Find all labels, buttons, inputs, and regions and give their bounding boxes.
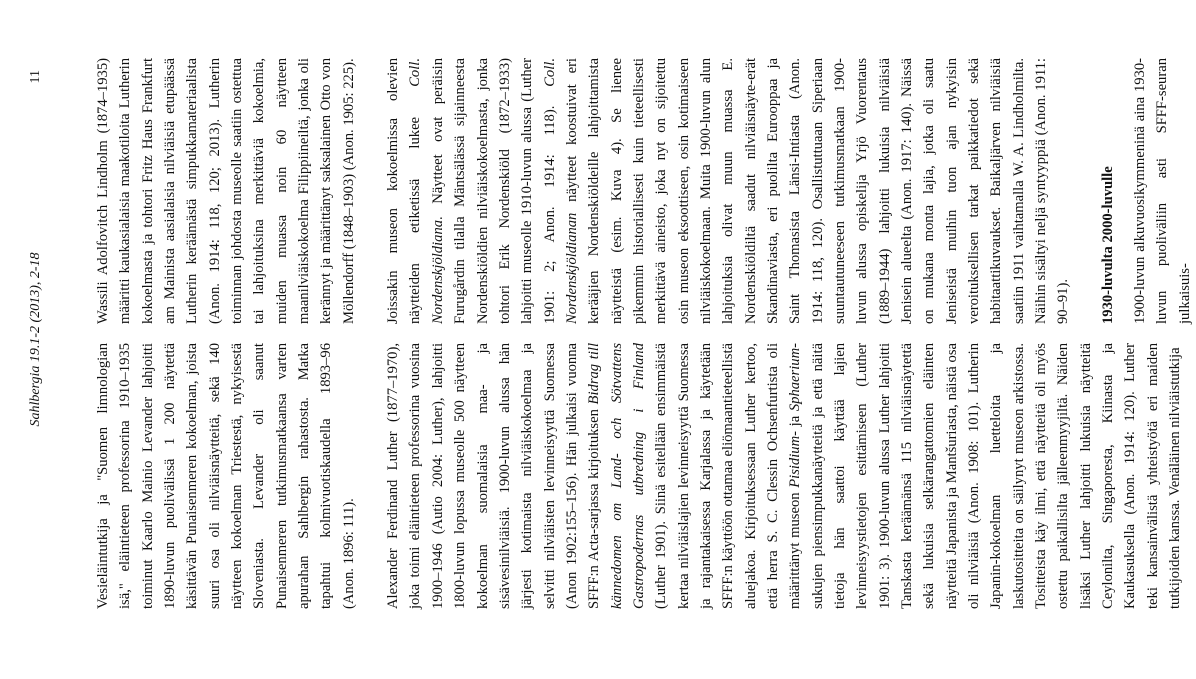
paragraph-lindholm: Wassili Adolfovitch Lindholm (1874–1935) määritti kaukasialaisia maakotiloita Lutherin kokoelmasta ja tohtori Fritz Haus Frankfurt am Mainista aasialaisia nilviäisiä etupäässä Lutherin keräämästä simpukkamateriaalista (Anon. 1914: 118, 120; 2013). Lutherin toiminnan johdosta museolle saatiin ostettua tai lahjoituksina merkittäviä kokoelmia, muiden muassa noin 60 näytteen maanilviäiskokoelma Filippiineiltä, jonka oli kerännyt ja määrittänyt saksalainen Otto von Möllendorff (1848–1903) (Anon. 1905: 225). [95,58,357,324]
publication-title: Bidrag till kännedomen om Land- och Sötvattens Gastropodernas utbredning i Finland [586,343,647,609]
paragraph-luther-part-4: -sukujen piensimpukkanäytteitä ja että näitä tietoja hän saattoi käyttää lajien levinneisyystietojen esittämiseen (Luther 1901: 3). 1900-luvun alussa Luther lahjoitti Tanskasta keräämänsä 115 nilviäisnäytettä sekä lukuisia selkärangattomien eläinten näytteitä Japanista ja Mantšuriasta, näistä osa oli nilviäisiä (Anon. 1908: 101). Lutherin Japanin-kokoelman luetteloita ja laskutositteita on säilynyt museon arkistossa. Tositteista käy ilmi, että näytteitä oli myös ostettu paikallisilta jälleenmyyjiltä. Näiden lisäksi Luther lahjoitti lukuisia näytteitä Ceylonilta, Singaporesta, Kiinasta ja Kaukasuksella (Anon. 1914: 120). Luther teki kansainvälistä yhteistyötä eri maiden tutkijoiden kanssa. Venäläinen nilviäistutkija [787,343,1184,609]
paragraph-nordenskiold-part-3: näytteet koostuivat eri kerääjien Nordenskiöldeille lahjoittamista näytteistä (esim. Kuva 4). Se lienee pikemmin historiallisesti kuin tieteellisesti merkittävä aineisto, joka nyt on sijoitettu osin museon eksoottiseen, osin kotimaiseen nilviäiskokoelmaan. Muita 1900-luvun alun lahjoituksia olivat muun muassa E. Nordenskiöldiltä saadut nilviäisnäyte-erät Skandinaviasta, eri puolilta Eurooppaa ja Saint Thomasista Länsi-Intiasta (Anon. 1914: 118, 120). Osallistuttuaan Siperiaan suuntautuneeseen tutkimusmatkaan 1900-luvun alussa opiskelija Yrjö Vuorentaus (1889–1944) lahjoitti lukuisia nilviäisiä Jenisein alueelta (Anon. 1917: 140). Näissä on mukana monta lajia, jotka oli saatu Jeniseistä muihin tuon ajan nykyisin veroituksellisen tarkat paikkatiedot sekä habitaattikuvaukset. Baikaljärven nilviäisiä saatiin 1911 vaihtamalla W. A. Lindholmilta. Näihin sisältyi neljä syntyyppiä (Anon. 1911: 90–91). [563,58,1072,324]
paragraph-nordenskiold-part-1: Joissakin museon kokoelmissa olevien näytteiden etiketissä lukee [385,58,424,324]
right-column [92,58,1196,324]
section-heading: 1930-luvulta 2000-luvulle [1099,166,1116,324]
running-head: Sahlbergia 19.1-2 (2013), 2-18 [28,252,43,427]
paragraph-levander: Vesieläintutkija ja "Suomen limnologian isä," eläintieteen professorina 1910–1935 toiminut Kaarlo Mainio Levander lahjoitti 1890-luvun puolivälissä 1 200 näytettä käsittävän Punaisenmeren kokoelman, joista suuri osa oli nilviäisnäytteitä, sekä 140 näytteen kokoelman Triestestä, nykyisestä Sloveniasta. Levander oli saanut Punaisenmeren tutkimusmatkaansa varten apurahan Sahlbergin rahastosta. Matka tapahtui kolmivuotiskaudella 1893–96 (Anon. 1896: 111). [95,343,357,609]
genus-pisidium: Pisidium [787,435,804,488]
paragraph-luther-part-1: Alexander Ferdinand Luther (1877–1970), joka toimi eläintieteen professorina vuosina 1900–1946 (Autio 2004: Luther), lahjoitti 1800-luvun lopussa museolle 500 näytteen kokoelman suomalaisia maa- ja sisävesinilviäisiä. 1900-luvun alussa hän järjesti kotimaista nilviäiskokoelmaa ja selvitti nilviäisten levinneisyyttä Suomessa (Anon 1902:155–156). Hän julkaisi vuonna SFFF:n Acta-sarjassa kirjoituksen [385,343,603,609]
left-column [92,343,1187,609]
genus-sphaerium: Sphaerium [787,347,804,412]
paragraph-nordenskiold-part-2: . Näytteet ovat peräisin Furugårdin tilalla Mäntsälässä sijainneesta Nordenskiöldien nilviäiskokoelmasta, jonka tohtori Erik Nordenskiöld (1872–1933) lahjoitti museolle 1910-luvun alussa (Luther 1901: 2; Anon. 1914: 118). [429,58,558,324]
page-header [28,70,52,609]
collection-name-1: Coll. Nordenskjöldiana [407,58,446,324]
page-number: 11 [28,70,43,84]
paragraph-luther-part-2: (Luther 1901). Siinä esitellään ensimmäistä kertaa nilviäislajien levinneisyyttä Suomessa ja rajantakaisessa Karjalassa ja käytetään SFFF:n käyttöön ottamaa eliömaantieteellistä aluejakoa. Kirjoituksessaan Luther kertoo, että herra S. C. Clessin Ochsenfurtista oli määrittänyt museon [653,343,804,609]
paragraph-nordenskiold [382,58,1075,324]
paragraph-luther [382,343,1186,609]
paragraph-1930s: 1900-luvun alkuvuosikymmeninä aina 1930-luvun puoliväliin asti SFFF-seuran julkaisuis- [1132,58,1193,324]
collection-name-2: Coll. Nordenskjöldianan [541,58,580,324]
paragraph-luther-part-3: - ja [787,411,804,436]
